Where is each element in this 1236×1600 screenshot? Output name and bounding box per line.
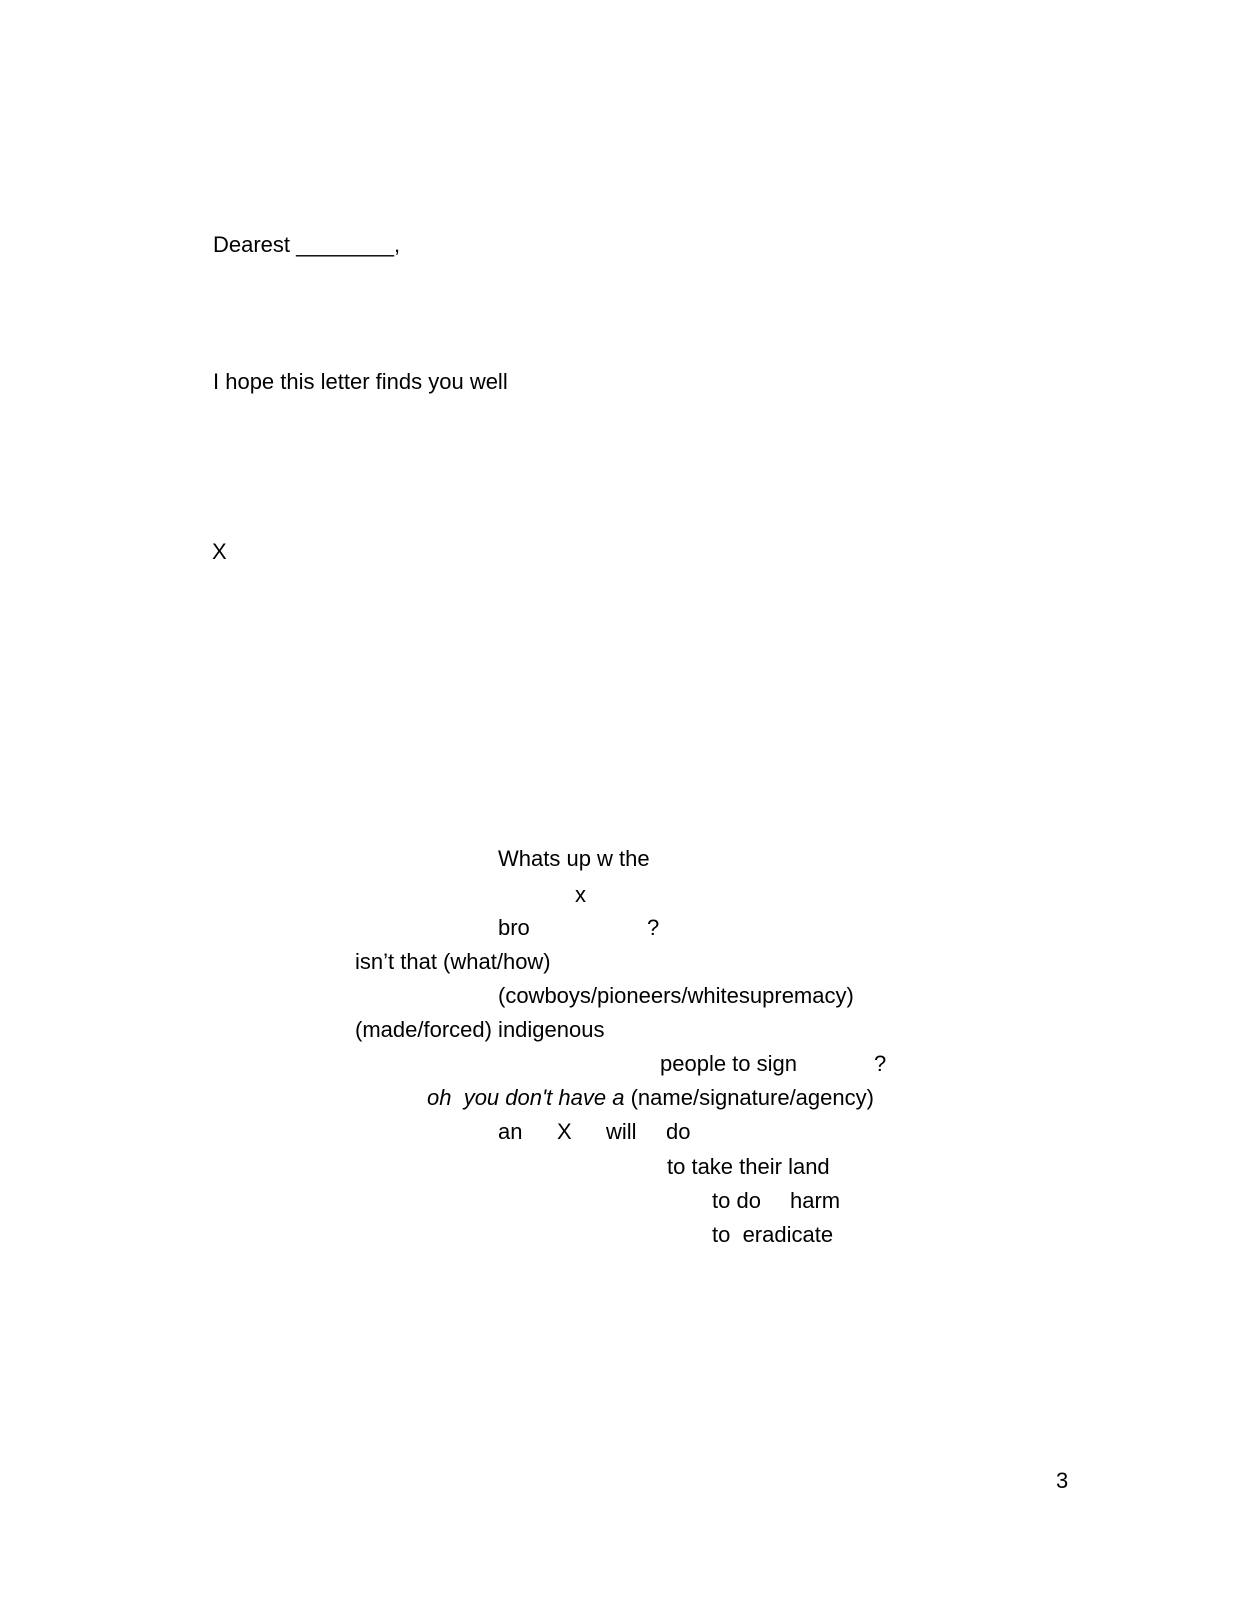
poem-line-11-text: to do [712, 1188, 761, 1213]
signature-mark: X [212, 539, 227, 564]
poem-line-7-question: ? [874, 1051, 887, 1076]
poem-line-1: Whats up w the [498, 846, 650, 871]
poem-line-3-word: bro [498, 915, 530, 940]
poem-line-8-italic: oh you don't have a [427, 1085, 625, 1110]
poem-line-4: isn’t that (what/how) [355, 949, 551, 974]
poem-line-9-x: X [557, 1119, 572, 1144]
poem-line-12: to eradicate [712, 1222, 834, 1247]
poem-line-9-do: do [666, 1119, 691, 1144]
poem-line-5: (cowboys/pioneers/whitesupremacy) [498, 983, 854, 1008]
poem-line-6: (made/forced) indigenous [355, 1017, 605, 1042]
poem-line-2: x [575, 882, 586, 907]
poem-line-9-will: will [606, 1119, 637, 1144]
opening-line: I hope this letter finds you well [213, 369, 508, 394]
salutation: Dearest ________, [213, 232, 401, 257]
poem-line-7-text: people to sign [660, 1051, 797, 1076]
poem-line-3-question: ? [647, 915, 660, 940]
poem-line-10: to take their land [667, 1154, 830, 1179]
poem-line-8-rest: (name/signature/agency) [630, 1085, 874, 1110]
poem-line-11-harm: harm [790, 1188, 841, 1213]
poem-line-8 [427, 1087, 874, 1109]
poem-line-9-an: an [498, 1119, 523, 1144]
page-number: 3 [1056, 1468, 1069, 1493]
